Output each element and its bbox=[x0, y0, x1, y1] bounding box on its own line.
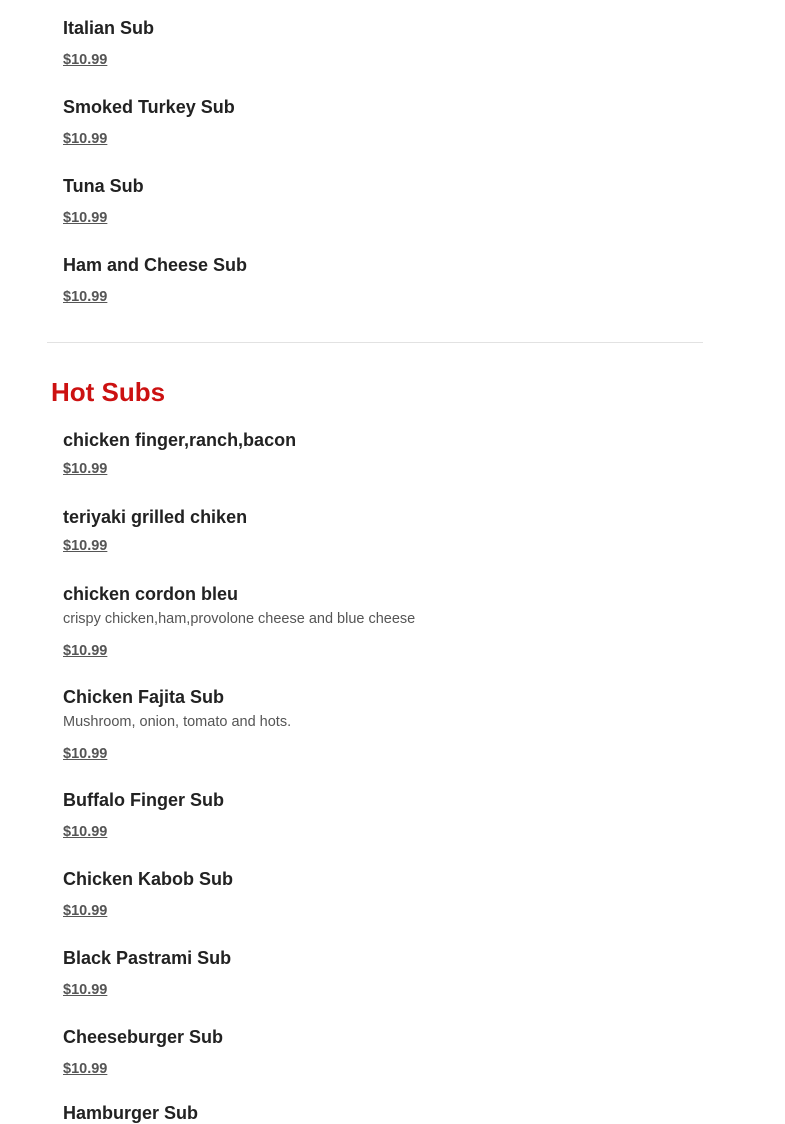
menu-item-name: Hamburger Sub bbox=[63, 1103, 199, 1123]
menu-item-chicken-finger-ranch-bacon[interactable] bbox=[63, 429, 693, 478]
menu-item-description: Mushroom, onion, tomato and hots. bbox=[63, 714, 292, 730]
menu-item-name: Buffalo Finger Sub bbox=[63, 790, 224, 810]
menu-item-name: Cheeseburger Sub bbox=[63, 1027, 224, 1047]
menu-item-name: Chicken Kabob Sub bbox=[63, 869, 234, 889]
menu-item-buffalo-finger-sub[interactable] bbox=[63, 789, 693, 841]
menu-item-price[interactable]: $10.99 bbox=[63, 982, 108, 998]
menu-item-teriyaki-grilled-chiken[interactable] bbox=[63, 506, 693, 555]
menu-item-cheeseburger-sub[interactable] bbox=[63, 1026, 693, 1078]
menu-item-hamburger-sub[interactable] bbox=[63, 1102, 693, 1124]
menu-item-price[interactable]: $10.99 bbox=[63, 643, 108, 659]
menu-item-price[interactable]: $10.99 bbox=[63, 746, 108, 762]
menu-item-name: Chicken Fajita Sub bbox=[63, 687, 225, 707]
menu-item-price[interactable]: $10.99 bbox=[63, 210, 108, 226]
section-title-hot-subs: Hot Subs bbox=[51, 377, 166, 407]
menu-item-price[interactable]: $10.99 bbox=[63, 824, 108, 840]
menu-item-chicken-cordon-bleu[interactable] bbox=[63, 583, 693, 660]
menu-item-price[interactable]: $10.99 bbox=[63, 461, 108, 477]
menu-item-price[interactable]: $10.99 bbox=[63, 52, 108, 68]
menu-item-italian-sub[interactable] bbox=[63, 17, 693, 69]
menu-item-smoked-turkey-sub[interactable] bbox=[63, 96, 693, 148]
menu-item-ham-and-cheese-sub[interactable] bbox=[63, 254, 693, 306]
menu-item-name: Black Pastrami Sub bbox=[63, 948, 232, 968]
menu-item-chicken-kabob-sub[interactable] bbox=[63, 868, 693, 920]
menu-item-tuna-sub[interactable] bbox=[63, 175, 693, 227]
menu-item-price[interactable]: $10.99 bbox=[63, 289, 108, 305]
menu-item-name: Italian Sub bbox=[63, 18, 155, 38]
menu-item-chicken-fajita-sub[interactable] bbox=[63, 686, 693, 763]
menu-item-name: chicken cordon bleu bbox=[63, 584, 239, 604]
section-divider bbox=[47, 342, 703, 343]
menu-item-price[interactable]: $10.99 bbox=[63, 538, 108, 554]
menu-item-price[interactable]: $10.99 bbox=[63, 131, 108, 147]
menu-item-name: chicken finger,ranch,bacon bbox=[63, 430, 297, 450]
menu-item-name: Tuna Sub bbox=[63, 176, 144, 196]
menu-item-description: crispy chicken,ham,provolone cheese and blue cheese bbox=[63, 611, 416, 627]
menu-item-black-pastrami-sub[interactable] bbox=[63, 947, 693, 999]
menu-item-name: Ham and Cheese Sub bbox=[63, 255, 248, 275]
menu-item-name: teriyaki grilled chiken bbox=[63, 507, 248, 527]
menu-item-price[interactable]: $10.99 bbox=[63, 1061, 108, 1077]
menu-item-name: Smoked Turkey Sub bbox=[63, 97, 235, 117]
menu-item-price[interactable]: $10.99 bbox=[63, 903, 108, 919]
